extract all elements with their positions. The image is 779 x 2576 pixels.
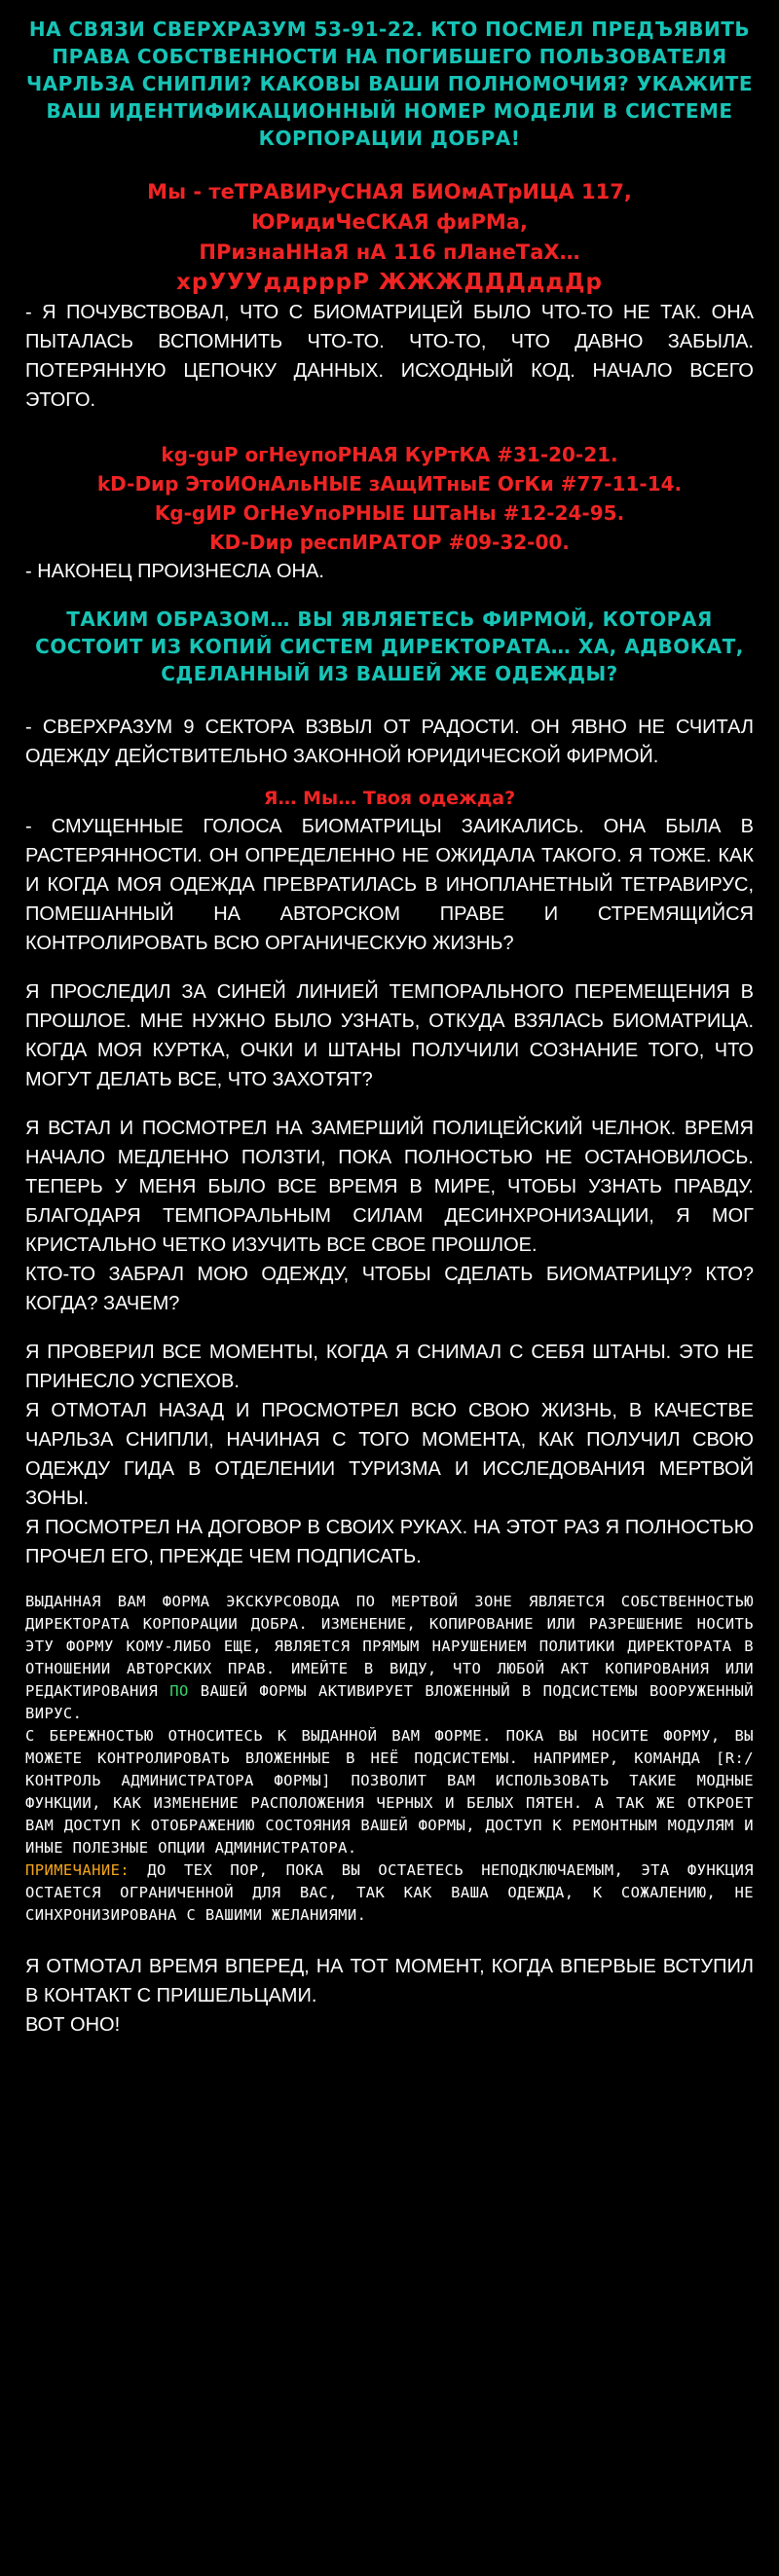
narration-8 [25,1952,754,2040]
paragraph-3: - СВЕРХРАЗУМ 9 СЕКТОРА ВЗВЫЛ ОТ РАДОСТИ. ОН ЯВНО НЕ СЧИТАЛ ОДЕЖДУ ДЕЙСТВИТЕЛЬНО ЗАКОННОЙ ЮРИДИЧЕСКОЙ ФИРМОЙ. [25,717,754,767]
narration-1 [25,298,754,415]
contract-clause-1-part-b: ВАШЕЙ ФОРМЫ АКТИВИРУЕТ ВЛОЖЕННЫЙ В ПОДСИСТЕМЫ ВООРУЖЕННЫЙ ВИРУС. [25,1682,755,1722]
contract-note-label: ПРИМЕЧАНИЕ: [25,1861,130,1879]
paragraph-8: Я ПРОВЕРИЛ ВСЕ МОМЕНТЫ, КОГДА Я СНИМАЛ С СЕБЯ ШТАНЫ. ЭТО НЕ ПРИНЕСЛО УСПЕХОВ. [25,1342,754,1392]
paragraph-2: - НАКОНЕЦ ПРОИЗНЕСЛА ОНА. [25,561,324,582]
contract-clause-2: С БЕРЕЖНОСТЬЮ ОТНОСИТЕСЬ К ВЫДАННОЙ ВАМ ФОРМЕ. ПОКА ВЫ НОСИТЕ ФОРМУ, ВЫ МОЖЕТЕ КОНТРОЛИРОВАТЬ ВЛОЖЕННЫЕ В НЕЁ ПОДСИСТЕМЫ. НАПРИМЕР, КОМАНДА [R:/ КОНТРОЛЬ АДМИНИСТРАТОРА ФОРМЫ] ПОЗВОЛИТ ВАМ ИСПОЛЬЗОВАТЬ ТАКИЕ МОДНЫЕ ФУНКЦИИ, КАК ИЗМЕНЕНИЕ РАСПОЛОЖЕНИЯ ЧЕРНЫХ И БЕЛЫХ ПЯТЕН. А ТАК ЖЕ ОТКРОЕТ ВАМ ДОСТУП К ОТОБРАЖЕНИЮ СОСТОЯНИЯ ВАШЕЙ ФОРМЫ, ДОСТУП К РЕМОНТНЫМ МОДУЛЯМ И ИНЫЕ ПОЛЕЗНЫЕ ОПЦИИ АДМИНИСТРАТОРА. [25,1727,754,1857]
paragraph-5: Я ПРОСЛЕДИЛ ЗА СИНЕЙ ЛИНИЕЙ ТЕМПОРАЛЬНОГО ПЕРЕМЕЩЕНИЯ В ПРОШЛОЕ. МНЕ НУЖНО БЫЛО УЗНАТЬ, ОТКУДА ВЗЯЛАСЬ БИОМАТРИЦА. КОГДА МОЯ КУРТКА, ОЧКИ И ШТАНЫ ПОЛУЧИЛИ СОЗНАНИЕ ТОГО, ЧТО МОГУТ ДЕЛАТЬ ВСЕ, ЧТО ЗАХОТЯТ? [25,981,754,1090]
narration-7 [25,1338,754,1571]
contract-clause-1-highlight: ПО [169,1682,189,1700]
biomatrix-line-1: Мы - теТРАВИРуСНАЯ БИОмАТрИЦА 117, [147,180,632,203]
paragraph-1: - Я ПОЧУВСТВОВАЛ, ЧТО С БИОМАТРИЦЕЙ БЫЛО ЧТО-ТО НЕ ТАК. ОНА ПЫТАЛАСЬ ВСПОМНИТЬ ЧТО-ТО. ЧТО-ТО, ЧТО ДАВНО ЗАБЫЛА. ПОТЕРЯННУЮ ЦЕПОЧКУ ДАННЫХ. ИСХОДНЫЙ КОД. НАЧАЛО ВСЕГО ЭТОГО. [25,302,754,411]
biomatrix-line-4: хрУУУддрррР ЖЖЖДДДддДр [176,270,603,295]
narration-4 [25,812,754,958]
paragraph-4: - СМУЩЕННЫЕ ГОЛОСА БИОМАТРИЦЫ ЗАИКАЛИСЬ. ОНА БЫЛА В РАСТЕРЯННОСТИ. ОН ОПРЕДЕЛЕННО НЕ ОЖИДАЛА ТАКОГО. Я ТОЖЕ. КАК И КОГДА МОЯ ОДЕЖДА ПРЕВРАТИЛАСЬ В ИНОПЛАНЕТНЫЙ ТЕТРАВИРУС, ПОМЕШАННЫЙ НА АВТОРСКОМ ПРАВЕ И СТРЕМЯЩИЙСЯ КОНТРОЛИРОВАТЬ ВСЮ ОРГАНИЧЕСКУЮ ЖИЗНЬ? [25,816,754,954]
superintelligence-header-1: НА СВЯЗИ СВЕРХРАЗУМ 53-91-22. КТО ПОСМЕЛ ПРЕДЪЯВИТЬ ПРАВА СОБСТВЕННОСТИ НА ПОГИБШЕГО ПОЛЬЗОВАТЕЛЯ ЧАРЛЬЗА СНИПЛИ? КАКОВЫ ВАШИ ПОЛНОМОЧИЯ? УКАЖИТЕ ВАШ ИДЕНТИФИКАЦИОННЫЙ НОМЕР МОДЕЛИ В СИСТЕМЕ КОРПОРАЦИИ ДОБРА! [26,18,753,150]
paragraph-11: Я ОТМОТАЛ ВРЕМЯ ВПЕРЕД, НА ТОТ МОМЕНТ, КОГДА ВПЕРВЫЕ ВСТУПИЛ В КОНТАКТ С ПРИШЕЛЬЦАМИ. [25,1956,754,2006]
paragraph-12: ВОТ ОНО! [25,2014,121,2036]
code-jacket: kg-guP огНеупоРНАЯ КуРтКА #31-20-21. [161,443,618,466]
contract-note [25,1859,754,1927]
contract-clause-1-part-a: ВЫДАННАЯ ВАМ ФОРМА ЭКСКУРСОВОДА ПО МЕРТВОЙ ЗОНЕ ЯВЛЯЕТСЯ СОБСТВЕННОСТЬЮ ДИРЕКТОРАТА КОРПОРАЦИИ ДОБРА. ИЗМЕНЕНИЕ, КОПИРОВАНИЕ ИЛИ РАЗРЕШЕНИЕ НОСИТЬ ЭТУ ФОРМУ КОМУ-ЛИБО ЕЩЕ, ЯВЛЯЕТСЯ ПРЯМЫМ НАРУШЕНИЕМ ПОЛИТИКИ ДИРЕКТОРАТА В ОТНОШЕНИИ АВТОРСКИХ ПРАВ. ИМЕЙТЕ В ВИДУ, ЧТО ЛЮБОЙ АКТ КОПИРОВАНИЯ ИЛИ РЕДАКТИРОВАНИЯ [25,1593,754,1700]
biomatrix-reply: Я… Мы… Твоя одежда? [263,788,516,809]
narration-2 [25,557,754,586]
paragraph-7: КТО-ТО ЗАБРАЛ МОЮ ОДЕЖДУ, ЧТОБЫ СДЕЛАТЬ БИОМАТРИЦУ? КТО? КОГДА? ЗАЧЕМ? [25,1264,754,1314]
paragraph-9: Я ОТМОТАЛ НАЗАД И ПРОСМОТРЕЛ ВСЮ СВОЮ ЖИЗНЬ, В КАЧЕСТВЕ ЧАРЛЬЗА СНИПЛИ, НАЧИНАЯ С ТОГО МОМЕНТА, КАК ПОЛУЧИЛ СВОЮ ОДЕЖДУ ГИДА В ОТДЕЛЕНИИ ТУРИЗМА И ИССЛЕДОВАНИЯ МЕРТВОЙ ЗОНЫ. [25,1400,754,1509]
paragraph-6: Я ВСТАЛ И ПОСМОТРЕЛ НА ЗАМЕРШИЙ ПОЛИЦЕЙСКИЙ ЧЕЛНОК. ВРЕМЯ НАЧАЛО МЕДЛЕННО ПОЛЗТИ, ПОКА ПОЛНОСТЬЮ НЕ ОСТАНОВИЛОСЬ. ТЕПЕРЬ У МЕНЯ БЫЛО ВСЕ ВРЕМЯ В МИРЕ, ЧТОБЫ УЗНАТЬ ПРАВДУ. БЛАГОДАРЯ ТЕМПОРАЛЬНЫМ СИЛАМ ДЕСИНХРОНИЗАЦИИ, Я МОГ КРИСТАЛЬНО ЧЕТКО ИЗУЧИТЬ ВСЕ СВОЕ ПРОШЛОЕ. [25,1118,754,1256]
narration-6 [25,1114,754,1318]
clothing-codes [25,440,754,557]
contract-clause-1 [25,1591,754,1725]
paragraph-10: Я ПОСМОТРЕЛ НА ДОГОВОР В СВОИХ РУКАХ. НА ЭТОТ РАЗ Я ПОЛНОСТЬЮ ПРОЧЕЛ ЕГО, ПРЕЖДЕ ЧЕМ ПОДПИСАТЬ. [25,1517,754,1567]
code-respirator: KD-Dир респИРАТОР #09-32-00. [209,531,570,554]
superintelligence-header-2: ТАКИМ ОБРАЗОМ… ВЫ ЯВЛЯЕТЕСЬ ФИРМОЙ, КОТОРАЯ СОСТОИТ ИЗ КОПИЙ СИСТЕМ ДИРЕКТОРАТА… ХА, АДВОКАТ, СДЕЛАННЫЙ ИЗ ВАШЕЙ ЖЕ ОДЕЖДЫ? [35,607,744,685]
biomatrix-line-2: ЮРидиЧеСКАЯ фиРМа, [251,210,528,234]
narration-3 [25,713,754,771]
biomatrix-line-3: ПРизнаННаЯ нА 116 пЛанеТаХ… [199,240,580,264]
code-pants: Kg-gИP OгНеУпоРНЫЕ ШТаНы #12-24-95. [154,501,625,525]
code-glasses: kD-Dир ЭтоИОнАльНЫЕ зАщИТныЕ ОгКи #77-11-14. [96,472,683,496]
narration-5 [25,977,754,1094]
contract-note-text: ДО ТЕХ ПОР, ПОКА ВЫ ОСТАЕТЕСЬ НЕПОДКЛЮЧАЕМЫМ, ЭТА ФУНКЦИЯ ОСТАЕТСЯ ОГРАНИЧЕННОЙ ДЛЯ ВАС, ТАК КАК ВАША ОДЕЖДА, К СОЖАЛЕНИЮ, НЕ СИНХРОНИЗИРОВАНА С ВАШИМИ ЖЕЛАНИЯМИ. [25,1861,754,1924]
biomatrix-speech-1 [25,177,754,298]
contract-text [25,1591,754,1927]
